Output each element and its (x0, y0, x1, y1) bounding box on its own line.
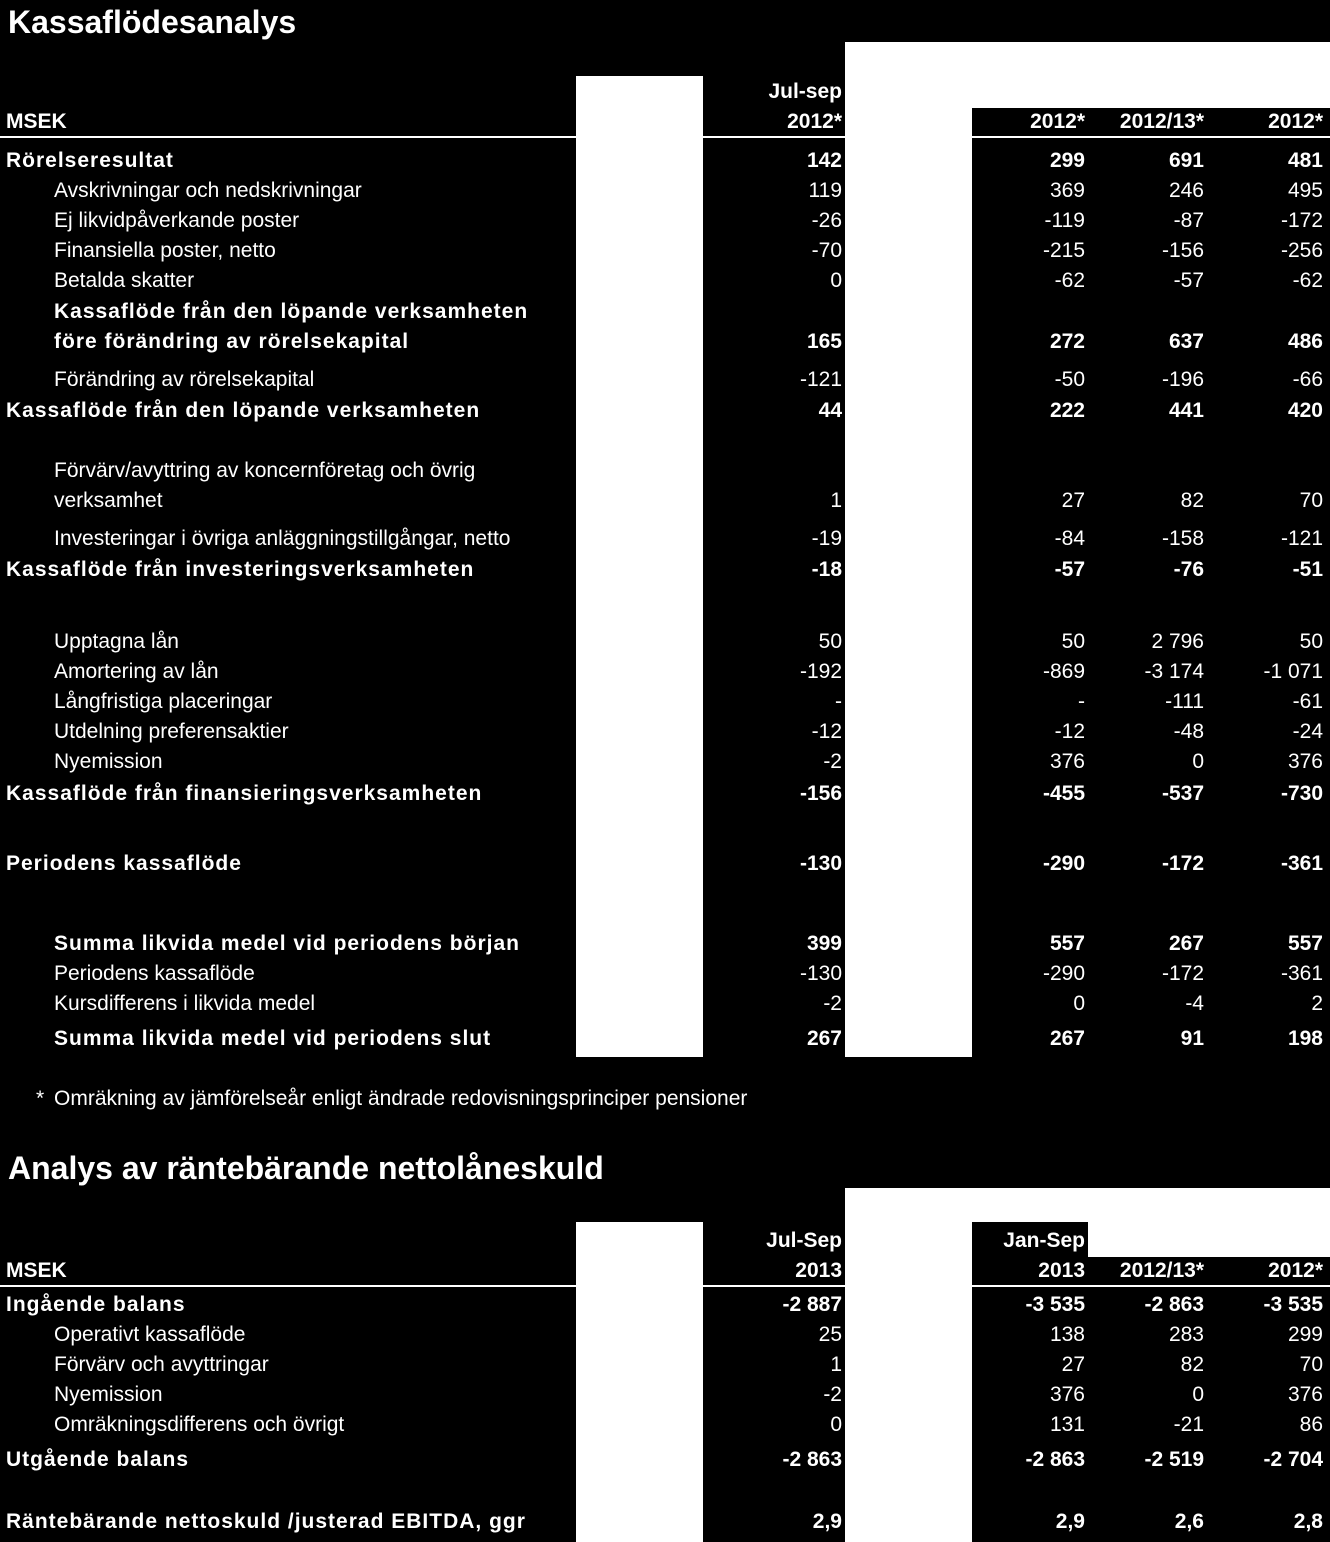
cell-value: 0 (1073, 992, 1085, 1015)
cell-value: 0 (830, 1413, 842, 1436)
column-header-year: 2012/13* (1119, 1259, 1204, 1282)
cell-value: -869 (1042, 660, 1085, 683)
row-label: Nyemission (54, 750, 163, 773)
column-header-year: 2012* (787, 110, 842, 133)
cell-value: 299 (1049, 149, 1085, 172)
cell-value: -172 (1161, 852, 1204, 875)
cell-value: 82 (1180, 489, 1204, 512)
cell-value: 27 (1061, 1353, 1085, 1376)
row-label: Amortering av lån (54, 660, 219, 683)
cell-value: 119 (808, 179, 842, 202)
cell-value: -2 (823, 1383, 842, 1406)
cell-value: 2 796 (1151, 630, 1204, 653)
cell-value: 50 (818, 630, 842, 653)
cell-value: 222 (1049, 399, 1085, 422)
cell-value: -537 (1161, 782, 1204, 805)
row-label: Upptagna lån (54, 630, 179, 653)
cell-value: -121 (1280, 527, 1323, 550)
cell-value: 299 (1287, 1323, 1323, 1346)
row-label: Förändring av rörelsekapital (54, 368, 315, 391)
cell-value: 2,8 (1293, 1510, 1323, 1533)
row-label: Räntebärande nettoskuld /justerad EBITDA, ggr (6, 1510, 526, 1533)
cell-value: 91 (1180, 1027, 1204, 1050)
row-label: Rörelseresultat (6, 149, 174, 172)
cell-value: -196 (1161, 368, 1204, 391)
row-label: Nyemission (54, 1383, 163, 1406)
row-label: Ingående balans (6, 1293, 186, 1316)
cell-value: 486 (1287, 330, 1323, 353)
section-title: Analys av räntebärande nettolåneskuld (8, 1150, 604, 1186)
cell-value: 198 (1287, 1027, 1323, 1050)
cell-value: 2,9 (812, 1510, 842, 1533)
row-label: verksamhet (54, 489, 163, 512)
row-label: Avskrivningar och nedskrivningar (54, 179, 362, 202)
cell-value: -2 863 (1025, 1448, 1085, 1471)
cell-value: -3 535 (1025, 1293, 1085, 1316)
cell-value: 376 (1287, 1383, 1323, 1406)
row-label: Summa likvida medel vid periodens slut (54, 1027, 492, 1050)
cell-value: -57 (1054, 558, 1085, 581)
cell-value: 246 (1168, 179, 1204, 202)
row-label: Ej likvidpåverkande poster (54, 209, 300, 232)
cell-value: -19 (811, 527, 842, 550)
cell-value: -51 (1292, 558, 1323, 581)
cell-value: 165 (806, 330, 842, 353)
row-label: Kassaflöde från den löpande verksamheten (54, 300, 529, 323)
cell-value: 267 (1049, 1027, 1085, 1050)
column-header-period: Jul-sep (768, 80, 842, 103)
cell-value: -172 (1161, 962, 1204, 985)
cell-value: -62 (1054, 269, 1085, 292)
cell-value: 272 (1049, 330, 1085, 353)
cell-value: 481 (1287, 149, 1323, 172)
row-label: Kassaflöde från den löpande verksamheten (6, 399, 481, 422)
footnote-mark: * (36, 1087, 45, 1110)
column-header-year: 2013 (1038, 1259, 1085, 1282)
column-header-year: 2012* (1268, 1259, 1323, 1282)
cell-value: 637 (1168, 330, 1204, 353)
row-label: Periodens kassaflöde (6, 852, 242, 875)
header-divider (0, 136, 1330, 138)
cell-value: -2 704 (1263, 1448, 1323, 1471)
cell-value: -156 (799, 782, 842, 805)
cell-value: -87 (1173, 209, 1204, 232)
cell-value: 70 (1299, 1353, 1323, 1376)
cell-value: 50 (1299, 630, 1323, 653)
cell-value: -2 (823, 992, 842, 1015)
cell-value: 0 (1192, 750, 1204, 773)
cell-value: -111 (1165, 690, 1204, 713)
cell-value: -62 (1292, 269, 1323, 292)
cell-value: 283 (1168, 1323, 1204, 1346)
cell-value: 44 (818, 399, 842, 422)
cell-value: -2 519 (1144, 1448, 1204, 1471)
cell-value: -24 (1292, 720, 1323, 743)
cell-value: 267 (806, 1027, 842, 1050)
cell-value: 376 (1287, 750, 1323, 773)
cell-value: -192 (799, 660, 842, 683)
cell-value: 142 (806, 149, 842, 172)
cell-value: 369 (1049, 179, 1085, 202)
row-label: Investeringar i övriga anläggningstillgångar, netto (54, 527, 511, 550)
cell-value: 1 (830, 489, 842, 512)
cell-value: -84 (1054, 527, 1085, 550)
row-label: Förvärv och avyttringar (54, 1353, 269, 1376)
cell-value: - (835, 690, 842, 713)
cell-value: - (1078, 690, 1085, 713)
white-column-panel (845, 42, 972, 1057)
cell-value: -730 (1280, 782, 1323, 805)
cell-value: -158 (1161, 527, 1204, 550)
row-label: Finansiella poster, netto (54, 239, 276, 262)
row-label: Summa likvida medel vid periodens början (54, 932, 520, 955)
cell-value: -18 (811, 558, 842, 581)
cell-value: 441 (1168, 399, 1204, 422)
cell-value: -130 (799, 852, 842, 875)
cell-value: -156 (1161, 239, 1204, 262)
cell-value: -2 887 (782, 1293, 842, 1316)
cell-value: -119 (1044, 209, 1085, 232)
cell-value: 86 (1299, 1413, 1323, 1436)
cell-value: -50 (1054, 368, 1085, 391)
cell-value: -2 863 (1144, 1293, 1204, 1316)
cell-value: 557 (1287, 932, 1323, 955)
cell-value: -2 863 (782, 1448, 842, 1471)
white-column-panel (845, 1188, 972, 1542)
column-header-period: Jul-Sep (766, 1229, 842, 1252)
cell-value: 691 (1168, 149, 1204, 172)
cell-value: -256 (1280, 239, 1323, 262)
cell-value: -66 (1292, 368, 1323, 391)
cell-value: -26 (811, 209, 842, 232)
cell-value: 50 (1061, 630, 1085, 653)
cell-value: -4 (1185, 992, 1204, 1015)
cell-value: 267 (1168, 932, 1204, 955)
row-label: Periodens kassaflöde (54, 962, 255, 985)
row-label: före förändring av rörelsekapital (54, 330, 410, 353)
white-column-panel (576, 1222, 703, 1542)
cell-value: 0 (1192, 1383, 1204, 1406)
cell-value: 25 (818, 1323, 842, 1346)
cell-value: -361 (1280, 852, 1323, 875)
table-unit-label: MSEK (6, 1259, 67, 1282)
cell-value: -70 (811, 239, 842, 262)
footnote-text: Omräkning av jämförelseår enligt ändrade redovisningsprinciper pensioner (54, 1087, 748, 1110)
cell-value: 376 (1049, 1383, 1085, 1406)
cell-value: -361 (1280, 962, 1323, 985)
cell-value: -172 (1280, 209, 1323, 232)
row-label: Kursdifferens i likvida medel (54, 992, 316, 1015)
cell-value: 2,6 (1174, 1510, 1204, 1533)
row-label: Långfristiga placeringar (54, 690, 273, 713)
cell-value: -12 (1054, 720, 1085, 743)
row-label: Utgående balans (6, 1448, 190, 1471)
cell-value: -3 535 (1263, 1293, 1323, 1316)
cell-value: -455 (1042, 782, 1085, 805)
row-label: Utdelning preferensaktier (54, 720, 289, 743)
column-header-period: Jan-Sep (1003, 1229, 1085, 1252)
cell-value: -290 (1042, 852, 1085, 875)
page-title: Kassaflödesanalys (8, 4, 297, 40)
column-header-year: 2012* (1268, 110, 1323, 133)
cell-value: -61 (1292, 690, 1323, 713)
column-header-year: 2012/13* (1119, 110, 1204, 133)
cell-value: 0 (830, 269, 842, 292)
cell-value: -57 (1173, 269, 1204, 292)
header-divider (0, 1285, 1330, 1287)
cell-value: -21 (1173, 1413, 1204, 1436)
table-unit-label: MSEK (6, 110, 67, 133)
white-header-panel (1088, 1188, 1330, 1257)
cell-value: 70 (1299, 489, 1323, 512)
cell-value: 557 (1049, 932, 1085, 955)
cell-value: 495 (1287, 179, 1323, 202)
row-label: Förvärv/avyttring av koncernföretag och övrig (54, 459, 476, 482)
cell-value: -3 174 (1144, 660, 1204, 683)
column-header-year: 2013 (795, 1259, 842, 1282)
cell-value: -121 (799, 368, 842, 391)
cell-value: 27 (1061, 489, 1085, 512)
cell-value: 399 (806, 932, 842, 955)
cell-value: 420 (1287, 399, 1323, 422)
cell-value: 131 (1049, 1413, 1085, 1436)
cell-value: -2 (823, 750, 842, 773)
cell-value: -12 (811, 720, 842, 743)
cell-value: 138 (1049, 1323, 1085, 1346)
row-label: Betalda skatter (54, 269, 195, 292)
cell-value: -130 (799, 962, 842, 985)
row-label: Kassaflöde från finansieringsverksamheten (6, 782, 483, 805)
cell-value: -290 (1042, 962, 1085, 985)
row-label: Omräkningsdifferens och övrigt (54, 1413, 345, 1436)
cell-value: -48 (1173, 720, 1204, 743)
cell-value: 2,9 (1055, 1510, 1085, 1533)
cell-value: -1 071 (1263, 660, 1323, 683)
cell-value: 2 (1311, 992, 1323, 1015)
cell-value: 1 (830, 1353, 842, 1376)
cell-value: -76 (1173, 558, 1204, 581)
row-label: Kassaflöde från investeringsverksamheten (6, 558, 475, 581)
row-label: Operativt kassaflöde (54, 1323, 246, 1346)
column-header-year: 2012* (1030, 110, 1085, 133)
cell-value: -215 (1042, 239, 1085, 262)
cell-value: 376 (1049, 750, 1085, 773)
cell-value: 82 (1180, 1353, 1204, 1376)
white-column-panel (576, 76, 703, 1057)
